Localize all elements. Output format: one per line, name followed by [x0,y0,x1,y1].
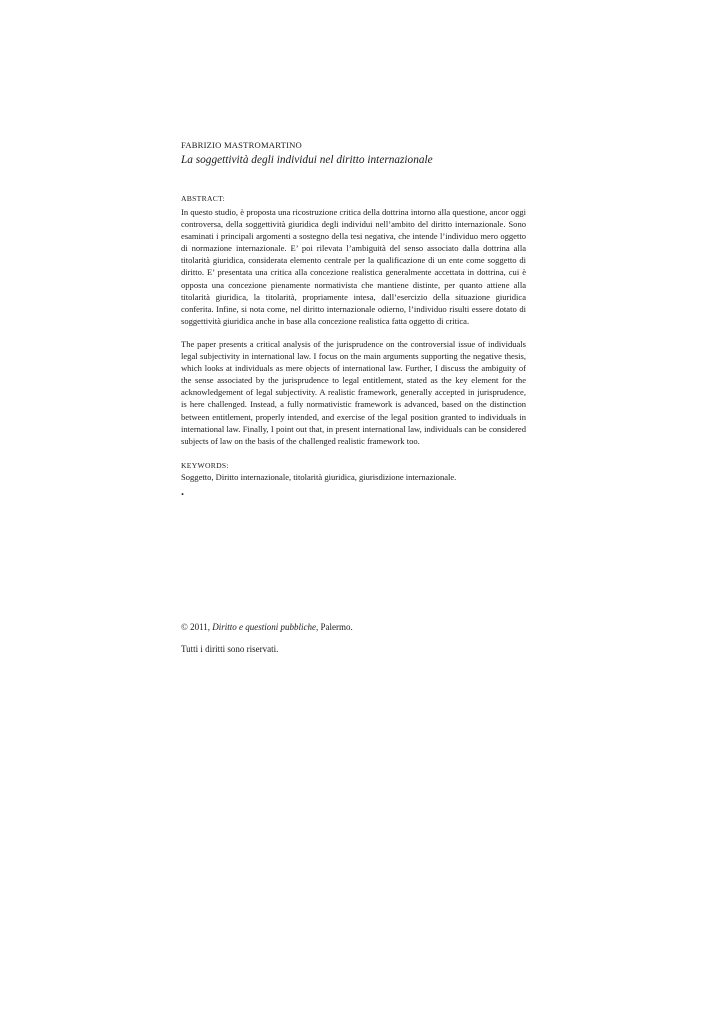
abstract-label: ABSTRACT: [181,194,226,203]
rights-reserved: Tutti i diritti sono riservati. [181,644,279,654]
stray-dot: . [181,483,184,498]
abstract-english: The paper presents a critical analysis of the jurisprudence on the controversial issue of individuals legal subjectivity in international law. I focus on the main arguments supporting the negative thesis, which looks at individuals as mere objects of international law. Further, I discuss the ambiguity of the sense associated by the jurisprudence to legal entitlement, stated as the key element for the acknowledgement of legal subjectivity. A realistic framework, generally accepted in jurisprudence, is here challenged. Instead, a fully normativistic framework is advanced, based on the distinction between entitlement, properly intended, and exercise of the legal position granted to individuals in international law. Finally, I point out that, in present international law, individuals can be considered subjects of law on the basis of the challenged realistic framework too. [181,338,526,446]
author-name: FABRIZIO MASTROMARTINO [181,140,302,150]
copyright-suffix: , Palermo. [316,622,353,632]
copyright-line [181,621,353,633]
journal-name: Diritto e questioni pubbliche [212,622,317,632]
copyright-prefix: © 2011, [181,622,213,632]
keywords-text: Soggetto, Diritto internazionale, titolarità giuridica, giurisdizione internazionale. [181,471,457,482]
abstract-italian: In questo studio, è proposta una ricostruzione critica della dottrina intorno alla questione, ancor oggi controversa, della soggettività giuridica degli individui nell’ambito del diritto internazionale. Sono esaminati i principali argomenti a sostegno della tesi negativa, che intende l’individuo mero oggetto di normazione internazionale. E’ poi rilevata l’ambiguità del senso associato dalla dottrina alla titolarità giuridica, considerata elemento centrale per la qualificazione di un ente come soggetto di diritto. E’ presentata una critica alla concezione realistica generalmente accettata in dottrina, cui è opposta una concezione pienamente normativista che mantiene distinte, per quanto attiene alla titolarità giuridica, la titolarità, propriamente intesa, dall’esercizio della situazione giuridica conferita. Infine, si nota come, nel diritto internazionale odierno, l’individuo risulti essere dotato di soggettività giuridica anche in base alla concezione realistica fatta oggetto di critica. [181,207,526,326]
page-content [181,140,526,497]
keywords-label: KEYWORDS: [181,460,229,470]
paper-title: La soggettività degli individui nel diritto internazionale [181,154,433,166]
